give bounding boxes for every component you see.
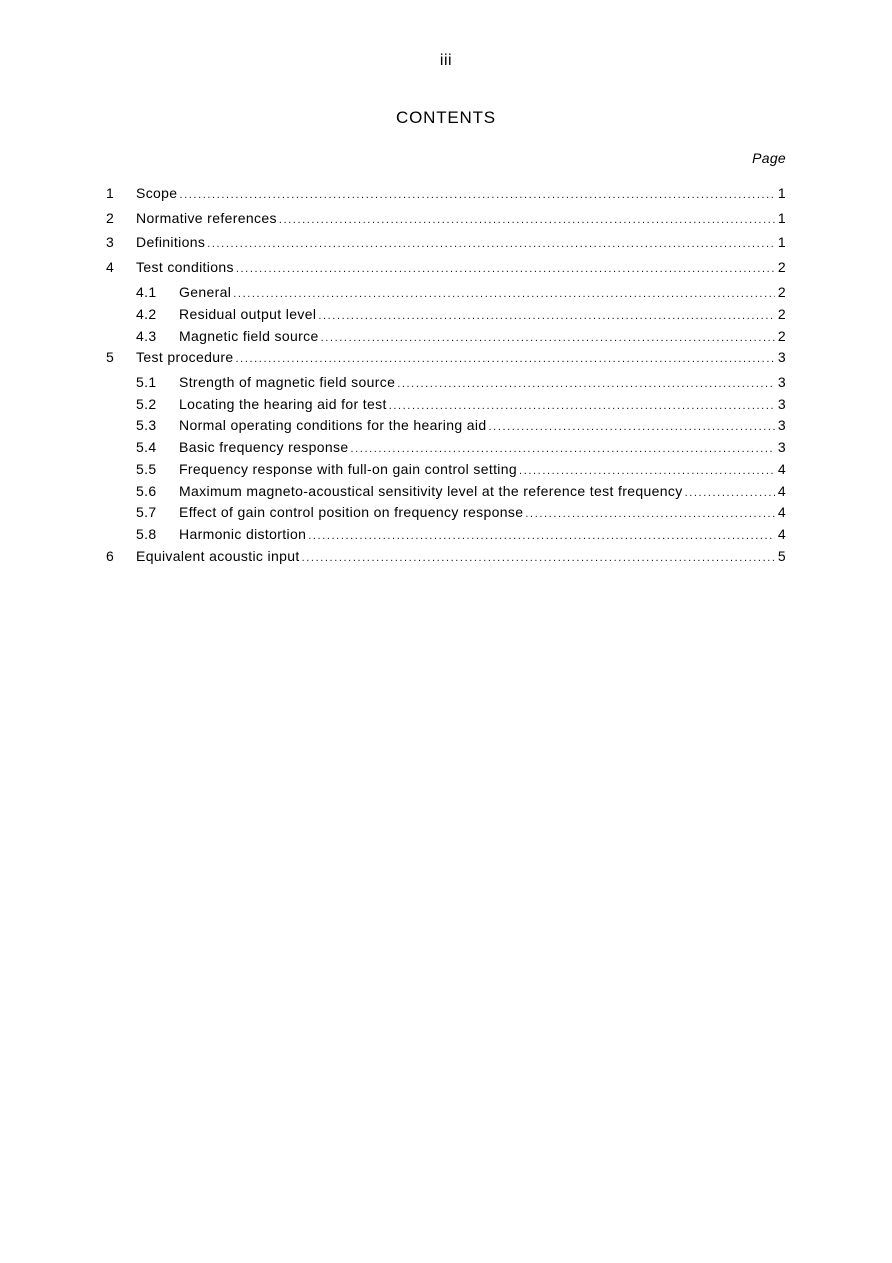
toc-entry-title: Harmonic distortion <box>179 526 307 542</box>
toc-subentry[interactable] <box>106 481 786 501</box>
toc-entry-number: 5.3 <box>136 417 157 433</box>
toc-entry-page: 4 <box>777 526 786 542</box>
toc-entry-title: Test conditions <box>136 259 234 275</box>
contents-title: CONTENTS <box>396 108 496 127</box>
toc-entry-page: 2 <box>777 284 786 300</box>
toc-entry-number: 5.6 <box>136 483 157 499</box>
toc-entry-title: Definitions <box>136 234 206 250</box>
toc-entry-number: 3 <box>106 234 115 250</box>
toc-entry-page: 3 <box>777 396 786 412</box>
toc-subentry[interactable] <box>106 326 786 346</box>
dot-leader <box>233 284 775 304</box>
toc-entry-page: 1 <box>777 185 786 201</box>
toc-entry-title: Equivalent acoustic input <box>136 548 300 564</box>
toc-subentry[interactable] <box>106 502 786 522</box>
dot-leader <box>179 185 774 205</box>
toc-entry-title: Frequency response with full-on gain control setting <box>179 461 518 477</box>
dot-leader <box>302 548 775 568</box>
toc-entry-title: Residual output level <box>179 306 317 322</box>
toc-entry-number: 5.7 <box>136 504 157 520</box>
toc-subentry[interactable] <box>106 372 786 392</box>
toc-entry-page: 3 <box>777 417 786 433</box>
toc-entry[interactable] <box>106 208 786 228</box>
toc-entry-page: 4 <box>777 504 786 520</box>
toc-entry-number: 4.1 <box>136 284 157 300</box>
toc-entry-page: 1 <box>777 210 786 226</box>
toc-entry-title: Basic frequency response <box>179 439 349 455</box>
toc-entry-number: 4.2 <box>136 306 157 322</box>
dot-leader <box>308 526 775 546</box>
dot-leader <box>279 210 775 230</box>
toc-entry-title: Test procedure <box>136 349 234 365</box>
dot-leader <box>525 504 774 524</box>
toc-entry-number: 2 <box>106 210 115 226</box>
toc-entry[interactable] <box>106 347 786 367</box>
toc-entry-page: 2 <box>777 328 786 344</box>
dot-leader <box>397 374 775 394</box>
toc-entry-page: 4 <box>777 461 786 477</box>
toc-entry-number: 5.2 <box>136 396 157 412</box>
toc-entry-number: 6 <box>106 548 115 564</box>
toc-subentry[interactable] <box>106 282 786 302</box>
dot-leader <box>389 396 775 416</box>
dot-leader <box>321 328 775 348</box>
toc-entry-number: 1 <box>106 185 115 201</box>
toc-subentry[interactable] <box>106 459 786 479</box>
toc-entry-title: Normal operating conditions for the hearing aid <box>179 417 487 433</box>
toc-entry-number: 4 <box>106 259 115 275</box>
dot-leader <box>236 349 775 369</box>
toc-entry-title: General <box>179 284 232 300</box>
dot-leader <box>207 234 775 254</box>
toc-subentry[interactable] <box>106 415 786 435</box>
toc-entry-number: 5.5 <box>136 461 157 477</box>
toc-entry-number: 4.3 <box>136 328 157 344</box>
toc-entry-title: Locating the hearing aid for test <box>179 396 387 412</box>
toc-entry-title: Scope <box>136 185 178 201</box>
toc-entry[interactable] <box>106 183 786 203</box>
toc-subentry[interactable] <box>106 524 786 544</box>
dot-leader <box>318 306 775 326</box>
toc-entry-title: Maximum magneto-acoustical sensitivity level at the reference test frequency <box>179 483 683 499</box>
toc-entry[interactable] <box>106 257 786 277</box>
toc-entry[interactable] <box>106 232 786 252</box>
toc-entry-page: 1 <box>777 234 786 250</box>
toc-entry-number: 5.4 <box>136 439 157 455</box>
toc-entry-page: 5 <box>777 548 786 564</box>
toc-entry-title: Strength of magnetic field source <box>179 374 396 390</box>
dot-leader <box>519 461 775 481</box>
toc-entry-number: 5.8 <box>136 526 157 542</box>
toc-entry[interactable] <box>106 546 786 566</box>
toc-subentry[interactable] <box>106 394 786 414</box>
dot-leader <box>685 483 775 503</box>
toc-entry-page: 2 <box>777 259 786 275</box>
page-column-label: Page <box>752 150 786 166</box>
toc-entry-number: 5 <box>106 349 115 365</box>
toc-entry-title: Effect of gain control position on frequency response <box>179 504 524 520</box>
toc-entry-page: 3 <box>777 439 786 455</box>
toc-entry-title: Normative references <box>136 210 277 226</box>
toc-subentry[interactable] <box>106 304 786 324</box>
dot-leader <box>236 259 775 279</box>
dot-leader <box>351 439 775 459</box>
page-number: iii <box>439 52 453 69</box>
toc-subentry[interactable] <box>106 437 786 457</box>
toc-entry-title: Magnetic field source <box>179 328 319 344</box>
dot-leader <box>489 417 775 437</box>
toc-entry-page: 3 <box>777 374 786 390</box>
toc-entry-number: 5.1 <box>136 374 157 390</box>
toc-entry-page: 3 <box>777 349 786 365</box>
toc-entry-page: 4 <box>777 483 786 499</box>
toc-entry-page: 2 <box>777 306 786 322</box>
